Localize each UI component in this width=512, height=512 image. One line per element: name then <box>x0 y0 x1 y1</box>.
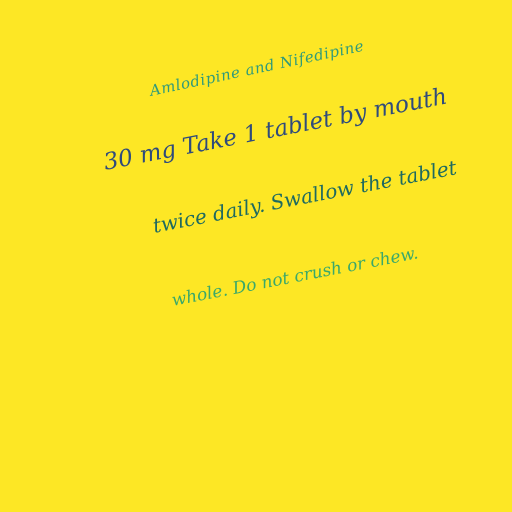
drug-name: Amlodipine and Nifedipine <box>148 36 366 100</box>
instruction-line-2: twice daily. Swallow the tablet <box>150 155 459 238</box>
instruction-line-3: whole. Do not crush or chew. <box>170 243 420 311</box>
instruction-line-1: 30 mg Take 1 tablet by mouth <box>101 83 450 176</box>
